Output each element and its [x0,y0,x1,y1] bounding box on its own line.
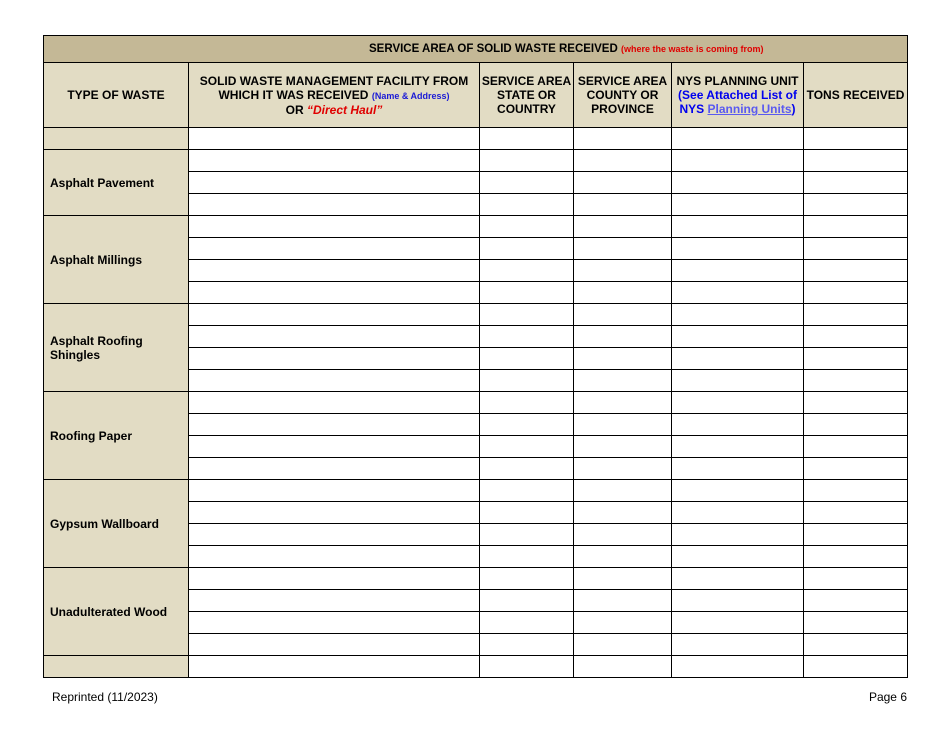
tons-field[interactable] [804,370,908,392]
facility-field[interactable] [189,172,480,194]
header-nys-close: ) [791,102,796,116]
facility-field[interactable] [189,480,480,502]
planning-unit-field[interactable] [672,216,804,238]
planning-unit-field[interactable] [672,480,804,502]
header-facility [189,63,480,128]
waste-service-area-table [43,35,908,678]
waste-type-label: Asphalt Millings [44,216,189,304]
planning-unit-field[interactable] [672,150,804,172]
planning-unit-field[interactable] [672,304,804,326]
header-county: SERVICE AREA COUNTY OR PROVINCE [574,63,672,128]
facility-field[interactable] [189,326,480,348]
state-field[interactable] [480,656,574,678]
spacer-cell [44,128,189,150]
facility-field[interactable] [189,216,480,238]
county-field[interactable] [574,480,672,502]
header-tons-received: TONS RECEIVED [804,63,908,128]
facility-field[interactable] [189,260,480,282]
header-facility-line2: WHICH IT WAS RECEIVED [218,87,369,102]
county-field[interactable] [574,260,672,282]
table-row [44,480,908,502]
facility-field[interactable] [189,656,480,678]
planning-unit-field[interactable] [672,326,804,348]
waste-type-label: Asphalt Pavement [44,150,189,216]
planning-unit-field[interactable] [672,568,804,590]
table-row [44,216,908,238]
county-field[interactable] [574,546,672,568]
table-row [44,392,908,414]
facility-field[interactable] [189,436,480,458]
state-field[interactable] [480,238,574,260]
spacer-row-top [44,128,908,150]
county-field[interactable] [574,150,672,172]
table-body [44,128,908,678]
header-nys-planning-unit [672,63,804,128]
tons-field[interactable] [804,546,908,568]
tons-field[interactable] [804,568,908,590]
tons-field[interactable] [804,392,908,414]
state-field[interactable] [480,502,574,524]
facility-field[interactable] [189,414,480,436]
spacer-cell [44,656,189,678]
facility-field[interactable] [189,150,480,172]
facility-field[interactable] [189,282,480,304]
header-nys-title: NYS PLANNING UNIT [676,74,799,88]
facility-field[interactable] [189,546,480,568]
county-field[interactable] [574,326,672,348]
county-field[interactable] [574,458,672,480]
facility-field[interactable] [189,304,480,326]
table-row [44,150,908,172]
state-field[interactable] [480,634,574,656]
planning-unit-field[interactable] [672,172,804,194]
tons-field[interactable] [804,634,908,656]
planning-unit-field[interactable] [672,392,804,414]
state-field[interactable] [480,612,574,634]
planning-unit-field[interactable] [672,590,804,612]
tons-field[interactable] [804,612,908,634]
state-field[interactable] [480,326,574,348]
table-row [44,568,908,590]
waste-type-label: Gypsum Wallboard [44,480,189,568]
state-field[interactable] [480,546,574,568]
column-header-row [44,63,908,128]
planning-unit-field[interactable] [672,612,804,634]
planning-unit-field[interactable] [672,194,804,216]
state-field[interactable] [480,458,574,480]
state-field[interactable] [480,414,574,436]
planning-unit-field[interactable] [672,238,804,260]
county-field[interactable] [574,282,672,304]
header-facility-or: OR [285,102,304,117]
tons-field[interactable] [804,414,908,436]
tons-field[interactable] [804,194,908,216]
tons-field[interactable] [804,590,908,612]
planning-unit-field[interactable] [672,546,804,568]
county-field[interactable] [574,348,672,370]
tons-field[interactable] [804,480,908,502]
tons-field[interactable] [804,326,908,348]
tons-field[interactable] [804,304,908,326]
tons-field[interactable] [804,216,908,238]
state-field[interactable] [480,370,574,392]
waste-type-label: Unadulterated Wood [44,568,189,656]
county-field[interactable] [574,216,672,238]
county-field[interactable] [574,634,672,656]
facility-field[interactable] [189,612,480,634]
state-field[interactable] [480,194,574,216]
planning-unit-field[interactable] [672,458,804,480]
tons-field[interactable] [804,348,908,370]
footer-reprinted: Reprinted (11/2023) [52,690,158,704]
header-nys-see: (See Attached List of NYS [678,88,797,116]
planning-unit-field[interactable] [672,524,804,546]
planning-unit-field[interactable] [672,260,804,282]
banner-title: SERVICE AREA OF SOLID WASTE RECEIVED [369,43,618,55]
table-row [44,304,908,326]
county-field[interactable] [574,524,672,546]
county-field[interactable] [574,436,672,458]
county-field[interactable] [574,172,672,194]
facility-field[interactable] [189,370,480,392]
state-field[interactable] [480,348,574,370]
planning-unit-field[interactable] [672,348,804,370]
tons-field[interactable] [804,436,908,458]
state-field[interactable] [480,436,574,458]
planning-unit-field[interactable] [672,502,804,524]
facility-field[interactable] [189,128,480,150]
county-field[interactable] [574,392,672,414]
tons-field[interactable] [804,282,908,304]
tons-field[interactable] [804,238,908,260]
state-field[interactable] [480,480,574,502]
header-facility-direct-haul: “Direct Haul” [306,102,383,117]
tons-field[interactable] [804,128,908,150]
facility-field[interactable] [189,392,480,414]
county-field[interactable] [574,612,672,634]
state-field[interactable] [480,150,574,172]
state-field[interactable] [480,216,574,238]
tons-field[interactable] [804,524,908,546]
tons-field[interactable] [804,172,908,194]
county-field[interactable] [574,502,672,524]
state-field[interactable] [480,172,574,194]
tons-field[interactable] [804,260,908,282]
header-type-of-waste: TYPE OF WASTE [44,63,189,128]
waste-type-label: Roofing Paper [44,392,189,480]
county-field[interactable] [574,194,672,216]
waste-type-label: Asphalt Roofing Shingles [44,304,189,392]
planning-unit-field[interactable] [672,128,804,150]
tons-field[interactable] [804,502,908,524]
header-facility-line1: SOLID WASTE MANAGEMENT FACILITY FROM [199,73,469,88]
tons-field[interactable] [804,656,908,678]
facility-field[interactable] [189,568,480,590]
state-field[interactable] [480,524,574,546]
planning-unit-field[interactable] [672,656,804,678]
county-field[interactable] [574,656,672,678]
header-facility-note: (Name & Address) [371,90,450,101]
county-field[interactable] [574,414,672,436]
header-state: SERVICE AREA STATE OR COUNTRY [480,63,574,128]
tons-field[interactable] [804,150,908,172]
spacer-row-bottom [44,656,908,678]
facility-field[interactable] [189,458,480,480]
state-field[interactable] [480,260,574,282]
table-banner [44,36,908,63]
facility-field[interactable] [189,502,480,524]
banner-note: (where the waste is coming from) [620,44,764,54]
county-field[interactable] [574,238,672,260]
county-field[interactable] [574,568,672,590]
county-field[interactable] [574,128,672,150]
facility-field[interactable] [189,634,480,656]
state-field[interactable] [480,568,574,590]
facility-field[interactable] [189,238,480,260]
tons-field[interactable] [804,458,908,480]
facility-field[interactable] [189,194,480,216]
state-field[interactable] [480,590,574,612]
planning-units-link[interactable]: Planning Units [707,102,792,116]
facility-field[interactable] [189,524,480,546]
planning-unit-field[interactable] [672,370,804,392]
facility-field[interactable] [189,590,480,612]
planning-unit-field[interactable] [672,634,804,656]
planning-unit-field[interactable] [672,282,804,304]
state-field[interactable] [480,304,574,326]
planning-unit-field[interactable] [672,414,804,436]
planning-unit-field[interactable] [672,436,804,458]
facility-field[interactable] [189,348,480,370]
state-field[interactable] [480,282,574,304]
county-field[interactable] [574,590,672,612]
state-field[interactable] [480,128,574,150]
state-field[interactable] [480,392,574,414]
footer-page-number: Page 6 [868,690,907,704]
county-field[interactable] [574,370,672,392]
county-field[interactable] [574,304,672,326]
